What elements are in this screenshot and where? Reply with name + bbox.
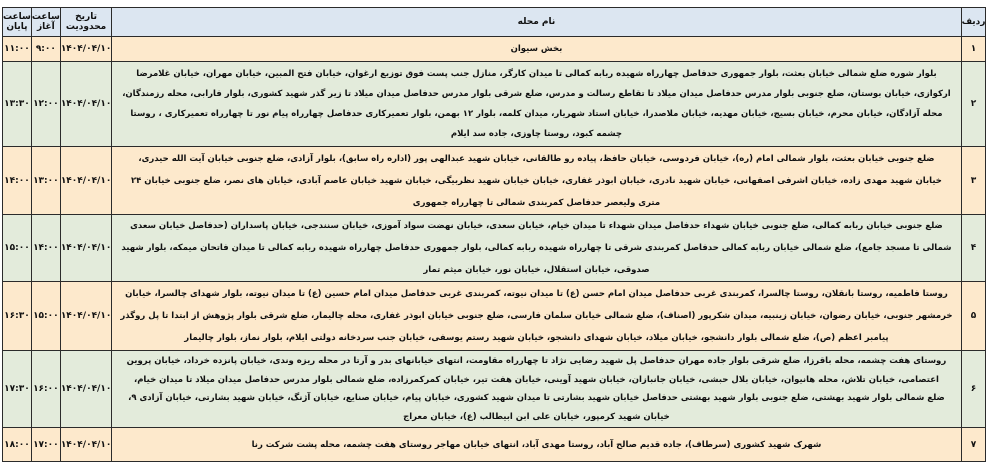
start-time: ۹:۰۰	[31, 37, 60, 62]
start-time: ۱۶:۰۰	[31, 351, 60, 428]
area-name	[112, 147, 961, 215]
table-row	[3, 147, 986, 215]
table-row	[3, 351, 986, 428]
area-line: ارکوازی، خیابان بوستان، ضلع جنوبی بلوار مدرس حدفاصل میدان میلاد تا تقاطع رسالت و مدرس، ضلع شرقی بلوار مدرس حدفاصل میدان میلاد تا زیر گذر شهید کشوری، بلوار فارابی، محله رزمندگان،	[122, 89, 951, 99]
row-number: ۳	[961, 147, 986, 215]
start-time: ۱۲:۰۰	[31, 62, 60, 147]
area-line: چشمه کبود، روستا چاوزی، جاده سد ایلام	[450, 129, 623, 139]
row-number: ۷	[961, 428, 986, 462]
header-area-name: نام محله	[112, 8, 961, 37]
area-line: محله آزادگان، خیابان محرم، خیابان بسیج، خیابان مهدیه، خیابان ملاصدرا، خیابان استاد شهریار، میدان کلمه، بلوار ۱۲ بهمن، بلوار تعمیرکاری حدفاصل چهارراه پیام نور تا چهارراه تعمیرکاری ، روستا	[130, 109, 943, 119]
area-line: ضلع جنوبی خیابان ربابه کمالی، ضلع جنوبی خیابان شهداء حدفاصل میدان شهداء تا میدان خیام، خیابان سعدی، خیابان نهضت سواد آموزی، خیابان سنندجی، خیابان پاسداران (حدفاصل خیابان سعدی	[130, 221, 943, 231]
end-time: ۱۸:۰۰	[3, 428, 32, 462]
area-line: شمالی تا مسجد جامع)، ضلع شمالی خیابان ربابه کمالی حدفاصل کمربندی شرقی تا چهارراه شهیده ربابه کمالی، بلوار جمهوری حدفاصل چهارراه شهیده ربابه کمالی تا میدان فاتحان میمکه، بلوار شهید	[121, 243, 952, 253]
header-end-time: ساعت پایان	[3, 8, 32, 37]
table-row	[3, 282, 986, 351]
area-line: بخش سیوان	[510, 44, 563, 54]
area-line: متری ولیعصر حدفاصل کمربندی شمالی تا چهارراه جمهوری	[412, 197, 661, 208]
end-time: ۱۳:۳۰	[3, 62, 32, 147]
start-time: ۱۷:۰۰	[31, 428, 60, 462]
restriction-date: ۱۴۰۴/۰۴/۱۰	[60, 428, 112, 462]
row-number: ۵	[961, 282, 986, 351]
area-name	[112, 282, 961, 351]
table-row	[3, 62, 986, 147]
area-name	[112, 428, 961, 462]
restriction-date: ۱۴۰۴/۰۴/۱۰	[60, 351, 112, 428]
area-line: صدوقی، خیابان استقلال، خیابان نور، خیابان میثم تمار	[423, 265, 650, 275]
end-time: ۱۴:۰۰	[3, 147, 32, 215]
row-number: ۱	[961, 37, 986, 62]
table-row	[3, 215, 986, 282]
area-line: ضلع شمالی بلوار شهید بهشتی، ضلع جنوبی بلوار شهید بهشتی حدفاصل خیابان شهید بشارتی تا میدان شهید کشوری، خیابان پیام، خیابان صنایع، خیابان آژنگ، خیابان شهید بشارتی، خیابان آزادی ۹،	[128, 393, 945, 403]
header-restriction-date: تاریخ محدودیت	[60, 8, 112, 37]
area-name	[112, 62, 961, 147]
row-number: ۶	[961, 351, 986, 428]
end-time: ۱۶:۳۰	[3, 282, 32, 351]
start-time: ۱۴:۰۰	[31, 215, 60, 282]
start-time: ۱۵:۰۰	[31, 282, 60, 351]
restriction-date: ۱۴۰۴/۰۴/۱۰	[60, 62, 112, 147]
schedule-table-container	[2, 7, 986, 462]
table-row	[3, 428, 986, 462]
area-line: شهرک شهید کشوری (سرطاف)، جاده قدیم صالح آباد، روستا مهدی آباد، انتهای خیابان مهاجر روستای هفت چشمه، محله پشت شرکت رنا	[251, 439, 822, 450]
header-start-time: ساعت آغاز	[31, 8, 60, 37]
end-time: ۱۱:۰۰	[3, 37, 32, 62]
restriction-date: ۱۴۰۴/۰۴/۱۰	[60, 282, 112, 351]
area-line: ضلع جنوبی خیابان بعثت، بلوار شمالی امام (ره)، خیابان فردوسی، خیابان حافظ، پیاده رو طالقانی، خیابان شهید عبدالهی پور (اداره راه سابق)، بلوار آزادی، ضلع جنوبی خیابان آیت الله حیدری،	[138, 153, 935, 164]
area-line: بلوار شوره ضلع شمالی خیابان بعثت، بلوار جمهوری حدفاصل چهارراه شهیده ربابه کمالی تا میدان کارگر، منازل جنب پست فوق توزیع ارغوان، خیابان فتح المبین، خیابان مهران، خیابان غلامرضا	[136, 69, 937, 79]
row-number: ۴	[961, 215, 986, 282]
area-line: خیابان شهید مهدی زاده، خیابان اشرفی اصفهانی، خیابان شهید نادری، خیابان ابوذر غفاری، خیابان خیابان شهید نظربیگی، خیابان شهید خیابان عاصم آبادی، خیابان های نصر، ضلع جنوبی خیابان ۲۴	[130, 175, 942, 186]
restriction-date: ۱۴۰۴/۰۴/۱۰	[60, 147, 112, 215]
row-number: ۲	[961, 62, 986, 147]
area-line: خیابان شهید کرمپور، خیابان علی ابن ابیطالب (ع)، خیابان معراج	[403, 411, 670, 422]
area-name	[112, 37, 961, 62]
power-outage-schedule-table	[2, 7, 986, 462]
area-line: خرمشهر جنوبی، خیابان رضوان، خیابان زینبیه، میدان شکرپور (اصناف)، ضلع شمالی خیابان سلمان فارسی، ضلع جنوبی خیابان ابوذر غفاری، محله چالیمار، ضلع شرقی بلوار پژوهش از ابتدا تا پل روگذر	[120, 311, 953, 321]
area-line: اعتصامی، خیابان تلاش، محله هانیوان، خیابان بلال حبشی، خیابان جانبازان، خیابان شهید آوینی، خیابان هفت تیر، خیابان کمرکمرزاده، ضلع شمالی بلوار مدرس حدفاصل میدان میلاد تا میدان خیام،	[133, 374, 939, 385]
start-time: ۱۳:۰۰	[31, 147, 60, 215]
area-line: پیامبر اعظم (ص)، ضلع شمالی بلوار دانشجو، خیابان میلاد، خیابان شهدای دانشجو، خیابان شهید رستم یوسفی، خیابان جنب سردخانه دولتی ایلام، بلوار نماز، بلوار چالیمار	[184, 333, 889, 343]
table-row	[3, 37, 986, 62]
end-time: ۱۵:۰۰	[3, 215, 32, 282]
area-name	[112, 351, 961, 428]
area-name	[112, 215, 961, 282]
restriction-date: ۱۴۰۴/۰۴/۱۰	[60, 37, 112, 62]
header-row	[3, 8, 986, 37]
area-line: روستا فاطمیه، روستا بانقلان، روستا چالسرا، کمربندی غربی حدفاصل میدان امام حسن (ع) تا میدان نیوته، کمربندی غربی حدفاصل میدان امام حسین (ع) تا میدان نیوته، بلوار شهدای چالسرا، خیابان	[125, 289, 948, 299]
area-line: روستای هفت چشمه، محله باقرزا، ضلع شرقی بلوار جاده مهران حدفاصل پل شهید رضایی نژاد تا چهارراه مقاومت، انتهای خیابانهای بدر و آرتا در محله ریزه وندی، خیابان پانزده خرداد، خیابان پروین	[126, 356, 947, 366]
restriction-date: ۱۴۰۴/۰۴/۱۰	[60, 215, 112, 282]
header-row-number: ردیف	[961, 8, 986, 37]
end-time: ۱۷:۳۰	[3, 351, 32, 428]
